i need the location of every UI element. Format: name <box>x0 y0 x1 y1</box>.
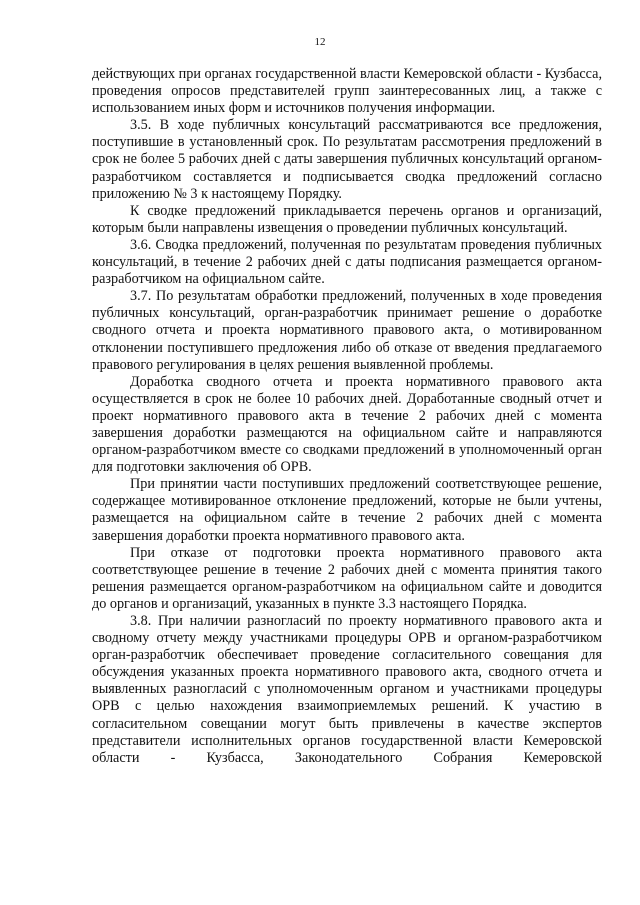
paragraph-revision-term: Доработка сводного отчета и проекта нормативного правового акта осуществляется в срок не более 10 рабочих дней. Доработанные сводный отчет и проект нормативного правового акта в течение 2 рабочих дней с момента завершения доработки размещаются на официальном сайте и направляются органом-разработчиком вместе со сводками предложений в уполномоченный орган для подготовки заключения об ОРВ. <box>92 373 602 476</box>
paragraph-3-7: 3.7. По результатам обработки предложений, полученных в ходе проведения публичных консультаций, орган-разработчик принимает решение о доработке сводного отчета и проекта нормативного правового акта, о мотивированном отклонении поступившего предложения либо об отказе от введения предлагаемого правового регулирования в целях решения выявленной проблемы. <box>92 288 602 373</box>
paragraph-3-8: 3.8. При наличии разногласий по проекту нормативного правового акта и сводному отчету между участниками процедуры ОРВ и органом-разработчиком орган-разработчик обеспечивает проведение согласительного совещания для обсуждения указанных проекта нормативного правового акта, сводного отчета и выявленных разногласий с уполномоченным органом и участниками процедуры ОРВ с целью нахождения взаимоприемлемых решений. К участию в согласительном совещании могут быть привлечены в качестве экспертов представители исполнительных органов государственной власти Кемеровской области - Кузбасса, Законодательного Собрания Кемеровской <box>92 613 602 766</box>
paragraph-refusal: При отказе от подготовки проекта нормативного правового акта соответствующее решение в течение 2 рабочих дней с момента принятия такого решения размещается органом-разработчиком на официальном сайте и доводится до органов и организаций, указанных в пункте 3.3 настоящего Порядка. <box>92 544 602 612</box>
paragraph-3-5: 3.5. В ходе публичных консультаций рассматриваются все предложения, поступившие в установленный срок. По результатам рассмотрения предложений в срок не более 5 рабочих дней с даты завершения публичных консультаций органом-разработчиком составляется и подписывается сводка предложений согласно приложению № 3 к настоящему Порядку. <box>92 117 602 202</box>
paragraph-3-6: 3.6. Сводка предложений, полученная по результатам проведения публичных консультаций, в течение 2 рабочих дней с даты подписания размещается органом-разработчиком на официальном сайте. <box>92 236 602 288</box>
paragraph-summary-attachment: К сводке предложений прикладывается перечень органов и организаций, которым были направлены извещения о проведении публичных консультаций. <box>92 202 602 236</box>
page-number: 12 <box>314 36 326 48</box>
document-body <box>92 66 602 767</box>
paragraph-continuation: действующих при органах государственной власти Кемеровской области - Кузбасса, проведения опросов представителей групп заинтересованных лиц, а также с использованием иных форм и источников получения информации. <box>92 66 602 117</box>
paragraph-partial-acceptance: При принятии части поступивших предложений соответствующее решение, содержащее мотивированное отклонение предложений, которые не были учтены, размещается на официальном сайте в течение 2 рабочих дней с момента завершения доработки проекта нормативного правового акта. <box>92 476 602 544</box>
